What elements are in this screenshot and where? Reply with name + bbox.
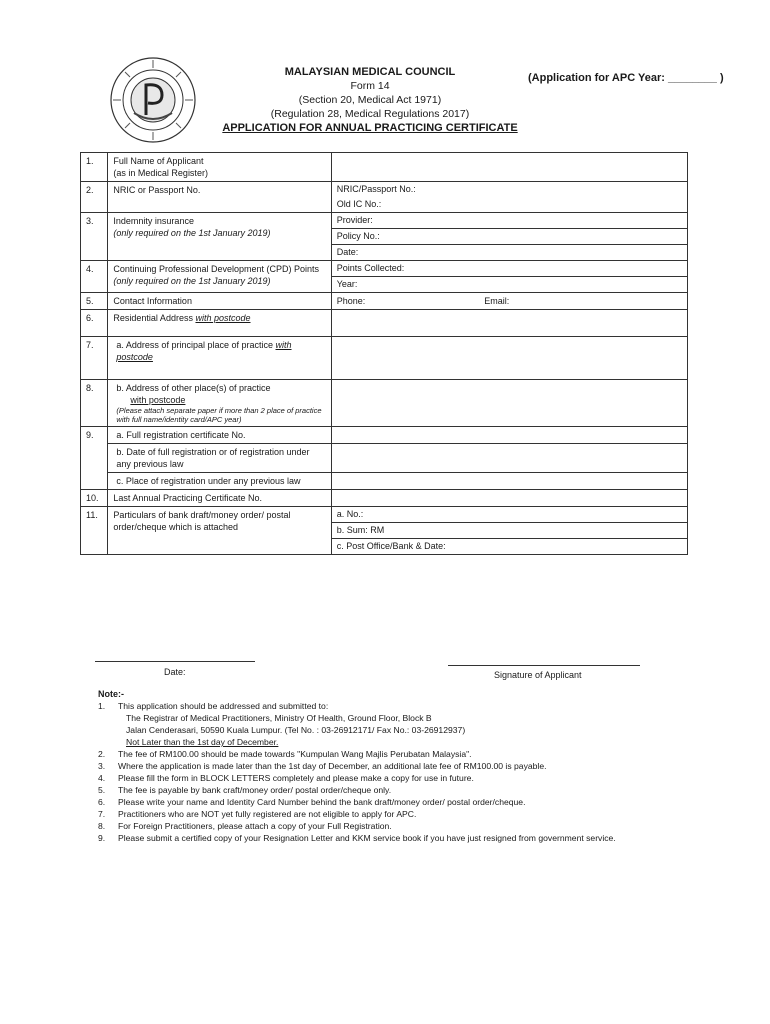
row-number: 6. xyxy=(81,310,108,337)
other-practice-field[interactable] xyxy=(331,380,687,427)
registrar-address: Jalan Cenderasari, 50590 Kuala Lumpur. (Tel No. : 03-26912171/ Fax No.: 03-26912937) xyxy=(126,725,466,735)
indemnity-note: (only required on the 1st January 2019) xyxy=(113,228,271,238)
other-practice-label: b. Address of other place(s) of practice xyxy=(116,383,271,393)
signature-line[interactable] xyxy=(448,665,640,666)
row-indemnity xyxy=(81,213,688,261)
row-number: 10. xyxy=(81,490,108,507)
note-item: 3. Where the application is made later than the 1st day of December, an additional late fee of RM100.00 is payable. xyxy=(98,761,547,771)
note-text: This application should be addressed and submitted to: xyxy=(118,701,329,711)
indemnity-fields xyxy=(331,213,687,261)
row-last-apc xyxy=(81,490,688,507)
note-item: 9. Please submit a certified copy of your Resignation Letter and KKM service book if you have just resigned from government service. xyxy=(98,833,616,843)
row-number: 2. xyxy=(81,182,108,213)
row-registration-date xyxy=(81,444,688,473)
full-name-sublabel: (as in Medical Register) xyxy=(113,168,208,178)
cpd-label: Continuing Professional Development (CPD) Points xyxy=(113,264,320,274)
registration-place-label: c. Place of registration under any previous law xyxy=(108,473,331,490)
row-label xyxy=(108,261,331,293)
post-office-date-field[interactable]: c. Post Office/Bank & Date: xyxy=(336,541,446,551)
nric-fields xyxy=(331,182,687,213)
notes-section xyxy=(98,688,658,844)
note-item: 7. Practitioners who are NOT yet fully registered are not eligible to apply for APC. xyxy=(98,809,417,819)
form-header xyxy=(215,65,525,135)
row-nric xyxy=(81,182,688,213)
row-label xyxy=(108,310,331,337)
contact-label: Contact Information xyxy=(108,293,331,310)
provider-field[interactable]: Provider: xyxy=(332,213,687,229)
draft-sum-field[interactable]: b. Sum: RM xyxy=(332,523,687,539)
old-ic-field[interactable]: Old IC No.: xyxy=(336,199,382,209)
other-practice-note: (Please attach separate paper if more than 2 place of practice with full name/identity card/APC year) xyxy=(116,406,322,424)
notes-heading: Note:- xyxy=(98,689,124,699)
deadline-note: Not Later than the 1st day of December. xyxy=(126,737,279,747)
full-name-label: Full Name of Applicant xyxy=(113,156,204,166)
row-number: 7. xyxy=(81,337,108,380)
note-text: For Foreign Practitioners, please attach a copy of your Full Registration. xyxy=(118,821,392,831)
application-table xyxy=(80,152,688,555)
principal-practice-label: a. Address of principal place of practice xyxy=(116,340,273,350)
registration-date-label: b. Date of full registration or of registration under any previous law xyxy=(108,444,331,473)
row-label xyxy=(108,337,331,380)
full-registration-field[interactable] xyxy=(331,427,687,444)
points-collected-field[interactable]: Points Collected: xyxy=(332,261,687,277)
note-text: The fee of RM100.00 should be made towards "Kumpulan Wang Majlis Perubatan Malaysia". xyxy=(118,749,472,759)
row-principal-practice xyxy=(81,337,688,380)
row-residential-address xyxy=(81,310,688,337)
note-item: 4. Please fill the form in BLOCK LETTERS completely and please make a copy for use in future. xyxy=(98,773,474,783)
postcode-note: with postcode xyxy=(195,313,251,323)
row-other-practice xyxy=(81,380,688,427)
row-number: 1. xyxy=(81,153,108,182)
row-number: 9. xyxy=(81,427,108,490)
full-name-field[interactable] xyxy=(331,153,687,182)
principal-practice-field[interactable] xyxy=(331,337,687,380)
registrar-address: The Registrar of Medical Practitioners, Ministry Of Health, Ground Floor, Block B xyxy=(126,713,432,723)
last-apc-field[interactable] xyxy=(331,490,687,507)
registration-place-field[interactable] xyxy=(331,473,687,490)
nric-passport-field[interactable]: NRIC/Passport No.: xyxy=(336,184,416,194)
residential-address-field[interactable] xyxy=(331,310,687,337)
apc-year-field[interactable]: (Application for APC Year: ________ ) xyxy=(528,72,724,84)
row-number: 8. xyxy=(81,380,108,427)
registration-date-field[interactable] xyxy=(331,444,687,473)
form-number: Form 14 xyxy=(350,80,390,92)
indemnity-label: Indemnity insurance xyxy=(113,216,194,226)
note-text: Please fill the form in BLOCK LETTERS completely and please make a copy for use in future. xyxy=(118,773,474,783)
note-item: 6. Please write your name and Identity Card Number behind the bank draft/money order/ postal order/cheque. xyxy=(98,797,526,807)
form-title: APPLICATION FOR ANNUAL PRACTICING CERTIFICATE xyxy=(222,122,518,134)
policy-no-field[interactable]: Policy No.: xyxy=(332,229,687,245)
cpd-fields xyxy=(331,261,687,293)
contact-fields xyxy=(331,293,687,310)
row-full-name xyxy=(81,153,688,182)
note-text: Please submit a certified copy of your Resignation Letter and KKM service book if you have just resigned from government service. xyxy=(118,833,616,843)
nric-label: NRIC or Passport No. xyxy=(108,182,331,213)
row-label xyxy=(108,213,331,261)
bank-draft-label: Particulars of bank draft/money order/ postal order/cheque which is attached xyxy=(108,507,331,555)
row-bank-draft xyxy=(81,507,688,555)
residential-address-label: Residential Address xyxy=(113,313,193,323)
note-text: Where the application is made later than the 1st day of December, an additional late fee of RM100.00 is payable. xyxy=(118,761,547,771)
note-text: Practitioners who are NOT yet fully registered are not eligible to apply for APC. xyxy=(118,809,417,819)
postcode-note: with postcode xyxy=(116,340,292,362)
cpd-note: (only required on the 1st January 2019) xyxy=(113,276,271,286)
row-number: 11. xyxy=(81,507,108,555)
row-number: 4. xyxy=(81,261,108,293)
signature-label: Signature of Applicant xyxy=(494,670,582,680)
postcode-note: with postcode xyxy=(130,395,186,405)
note-item: 5. The fee is payable by bank craft/money order/ postal order/cheque only. xyxy=(98,785,392,795)
row-contact xyxy=(81,293,688,310)
row-number: 3. xyxy=(81,213,108,261)
section-ref: (Section 20, Medical Act 1971) xyxy=(298,94,442,106)
bank-draft-fields xyxy=(331,507,687,555)
row-label xyxy=(108,153,331,182)
council-seal-icon xyxy=(108,55,198,145)
row-cpd xyxy=(81,261,688,293)
note-item: 8. For Foreign Practitioners, please attach a copy of your Full Registration. xyxy=(98,821,392,831)
date-label: Date: xyxy=(164,667,186,677)
phone-field[interactable]: Phone: xyxy=(336,296,366,306)
cpd-year-field[interactable]: Year: xyxy=(336,279,358,289)
note-item: 2. The fee of RM100.00 should be made towards "Kumpulan Wang Majlis Perubatan Malaysia". xyxy=(98,749,472,759)
draft-no-field[interactable]: a. No.: xyxy=(332,507,687,523)
note-text: The fee is payable by bank craft/money order/ postal order/cheque only. xyxy=(118,785,392,795)
last-apc-label: Last Annual Practicing Certificate No. xyxy=(108,490,331,507)
full-registration-label: a. Full registration certificate No. xyxy=(108,427,331,444)
note-text: Please write your name and Identity Card Number behind the bank draft/money order/ postal order/cheque. xyxy=(118,797,526,807)
date-line[interactable] xyxy=(95,661,255,662)
row-label xyxy=(108,380,331,427)
regulation-ref: (Regulation 28, Medical Regulations 2017) xyxy=(270,108,470,120)
note-item: 1. This application should be addressed and submitted to: xyxy=(98,701,329,711)
council-name: MALAYSIAN MEDICAL COUNCIL xyxy=(284,66,456,78)
insurance-date-field[interactable]: Date: xyxy=(336,247,359,257)
email-field[interactable]: Email: xyxy=(484,296,510,306)
row-full-registration xyxy=(81,427,688,444)
row-registration-place xyxy=(81,473,688,490)
row-number: 5. xyxy=(81,293,108,310)
